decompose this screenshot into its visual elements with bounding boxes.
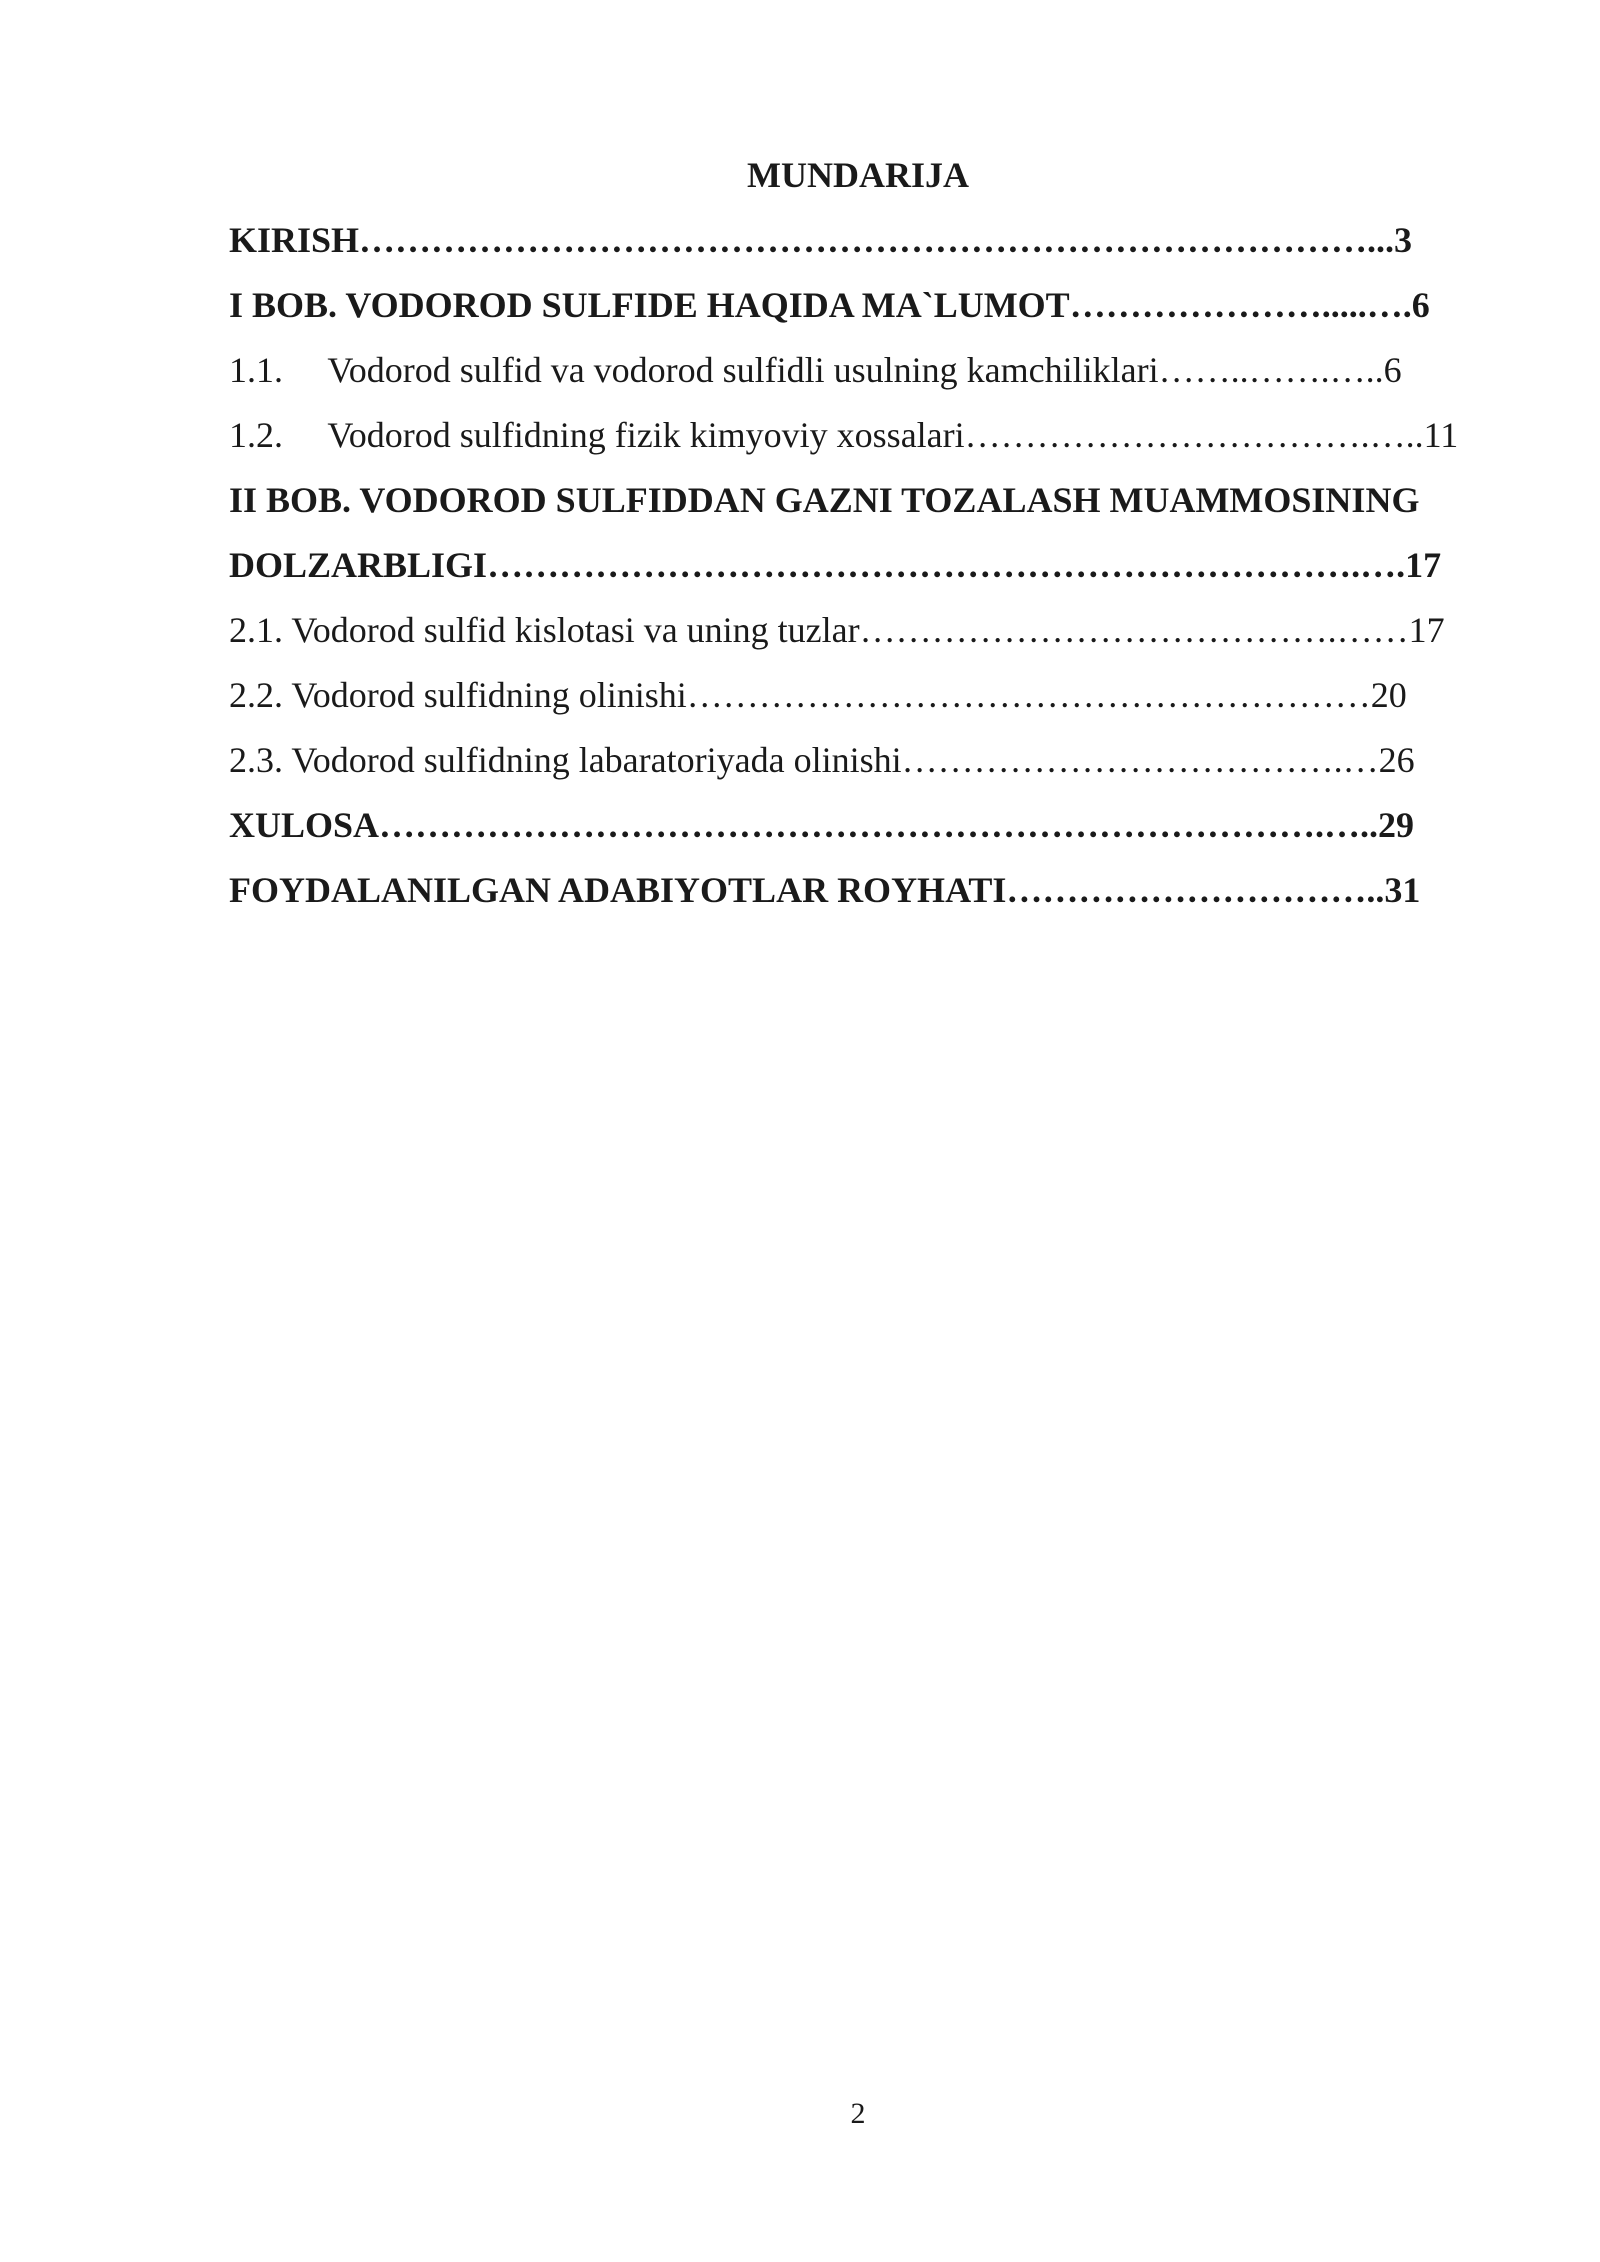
toc-entry: KIRISH…………………………………………………………………………...3 xyxy=(229,220,1413,260)
toc-entry: I BOB. VODOROD SULFIDE HAQIDA MA`LUMOT………………….....….6 xyxy=(229,285,1430,325)
toc-entry: FOYDALANILGAN ADABIYOTLAR ROYHATI…………………………..31 xyxy=(229,870,1421,910)
table-of-contents xyxy=(229,215,1489,930)
toc-entry: DOLZARBLIGI……………………………………………………………….….17 xyxy=(229,545,1442,585)
page-number: 2 xyxy=(850,2097,866,2130)
toc-title: MUNDARIJA xyxy=(747,155,969,195)
toc-entry: 2.2. Vodorod sulfidning olinishi…………………………………………………20 xyxy=(229,675,1407,715)
toc-entry: 2.1. Vodorod sulfid kislotasi va uning tuzlar………………………………….……17 xyxy=(229,610,1445,650)
toc-entry: II BOB. VODOROD SULFIDDAN GAZNI TOZALASH MUAMMOSINING xyxy=(229,480,1420,520)
toc-entry: 1.2. Vodorod sulfidning fizik kimyoviy xossalari…………………………….…..11 xyxy=(229,415,1459,455)
toc-entry: 2.3. Vodorod sulfidning labaratoriyada olinishi……………………………….…26 xyxy=(229,740,1415,780)
toc-entry: XULOSA…………………………………………………………………….…..29 xyxy=(229,805,1415,845)
toc-entry: 1.1. Vodorod sulfid va vodorod sulfidli usulning kamchiliklari……..…….…..6 xyxy=(229,350,1402,390)
